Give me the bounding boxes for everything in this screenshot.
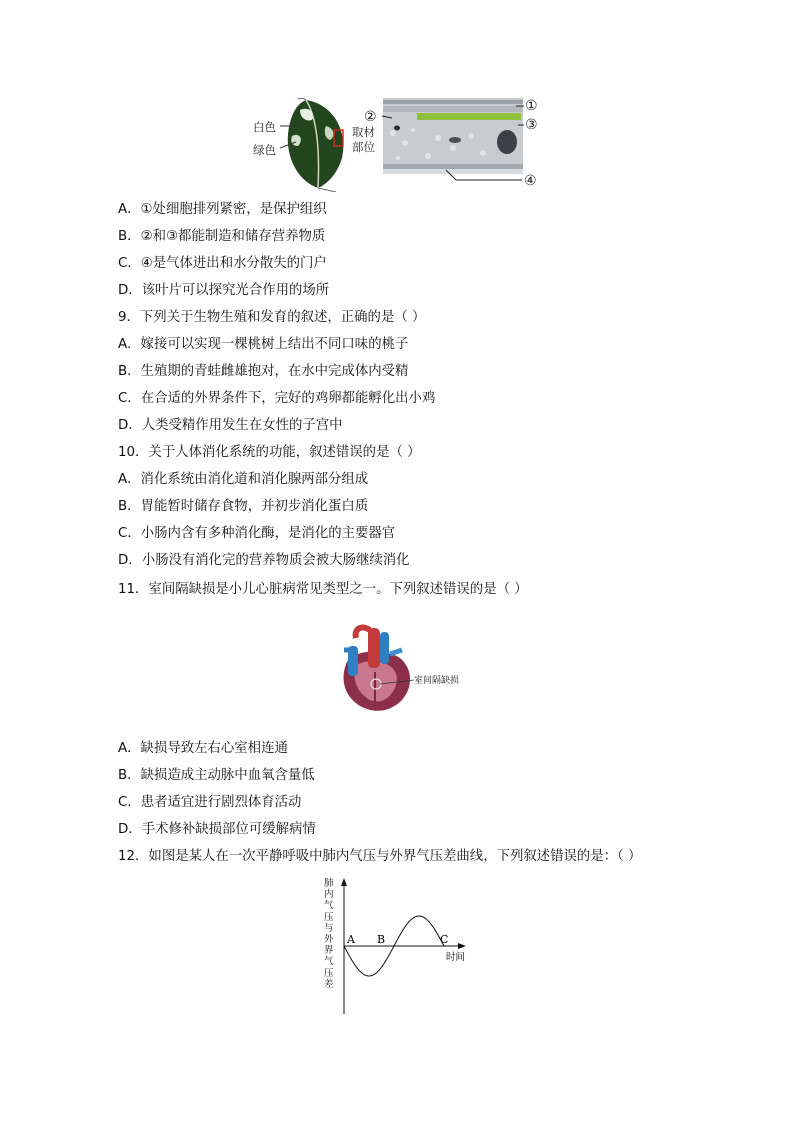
cross-section-pointer-lines	[376, 96, 532, 190]
y-axis-arrow	[341, 878, 347, 886]
point-label-a: A	[347, 933, 355, 946]
q8-option-d: D．该叶片可以探究光合作用的场所	[118, 283, 330, 298]
q9-option-b: B．生殖期的青蛙雌雄抱对，在水中完成体内受精	[118, 364, 409, 379]
q11-stem: 11．室间隔缺损是小儿心脏病常见类型之一。下列叙述错误的是（ ）	[118, 582, 528, 597]
q10-option-c: C．小肠内含有多种消化酶，是消化的主要器官	[118, 526, 396, 541]
q8-option-a: A．①处细胞排列紧密，是保护组织	[118, 202, 327, 217]
label-white: 白色	[253, 120, 276, 134]
q8-option-c: C．④是气体进出和水分散失的门户	[118, 256, 327, 271]
q11-option-c: C．患者适宜进行剧烈体育活动	[118, 795, 302, 810]
q12-chart	[320, 874, 480, 1020]
q10-option-d: D．小肠没有消化完的营养物质会被大肠继续消化	[118, 553, 410, 568]
q11-option-d: D．手术修补缺损部位可缓解病情	[118, 822, 316, 837]
x-axis-label: 时间	[446, 952, 466, 963]
label-green: 绿色	[253, 143, 276, 157]
marker-4: ④	[524, 173, 537, 189]
point-label-b: B	[377, 933, 386, 946]
q12-stem: 12．如图是某人在一次平静呼吸中肺内气压与外界气压差曲线，下列叙述错误的是：（ ）	[118, 849, 642, 864]
label-sample-site-1: 取材	[352, 125, 375, 139]
q10-stem: 10．关于人体消化系统的功能，叙述错误的是（ ）	[118, 445, 421, 460]
leaf-pointer-lines	[278, 120, 298, 150]
y-axis-label: 肺内气压与外界气压差	[324, 878, 334, 990]
heart-image	[330, 620, 420, 716]
point-label-c: C	[440, 933, 449, 946]
q10-option-a: A．消化系统由消化道和消化腺两部分组成	[118, 472, 369, 487]
heart-defect-label: 室间隔缺损	[414, 676, 460, 686]
pressure-difference-chart	[320, 874, 480, 1020]
marker-1: ①	[525, 98, 538, 114]
q11-option-a: A．缺损导致左右心室相连通	[118, 741, 288, 756]
label-sample-site-2: 部位	[352, 140, 375, 154]
marker-2: ②	[364, 109, 377, 125]
q11-option-b: B．缺损造成主动脉中血氧含量低	[118, 768, 315, 783]
x-axis-arrow	[458, 943, 466, 949]
q9-option-a: A．嫁接可以实现一棵桃树上结出不同口味的桃子	[118, 337, 409, 352]
q10-option-b: B．胃能暂时储存食物，并初步消化蛋白质	[118, 499, 369, 514]
marker-3: ③	[525, 117, 538, 133]
q9-stem: 9．下列关于生物生殖和发育的叙述，正确的是（ ）	[118, 310, 426, 325]
q9-option-d: D．人类受精作用发生在女性的子宫中	[118, 418, 343, 433]
q8-option-b: B．②和③都能制造和储存营养物质	[118, 229, 326, 244]
q9-option-c: C．在合适的外界条件下，完好的鸡卵都能孵化出小鸡	[118, 391, 436, 406]
